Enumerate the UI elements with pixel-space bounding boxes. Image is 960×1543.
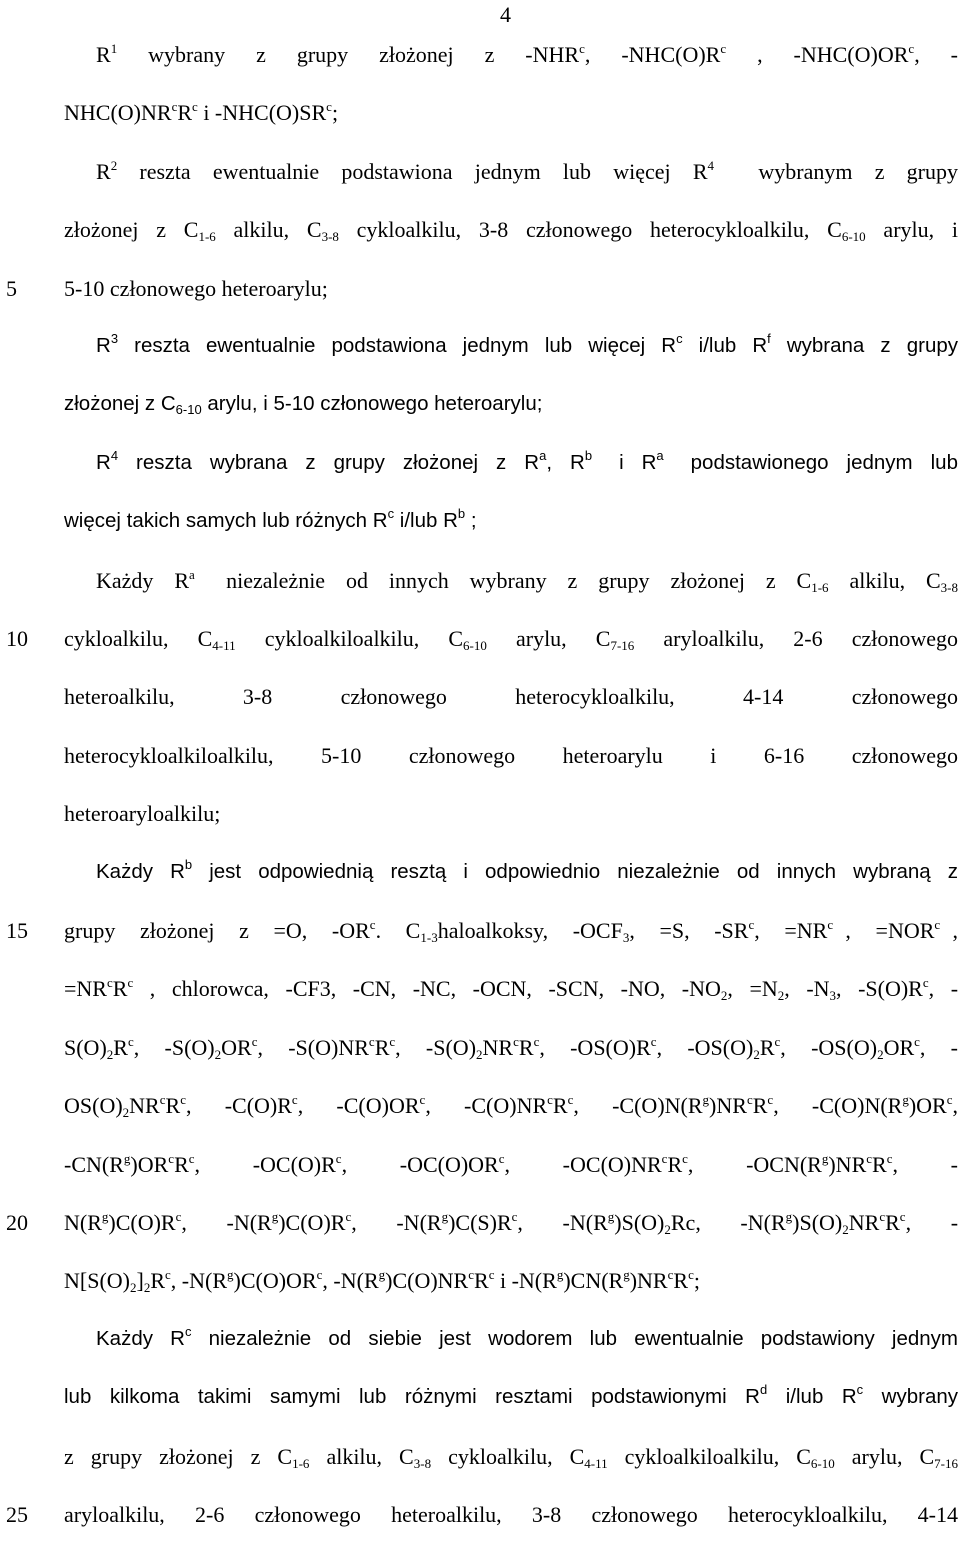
superscript: g: [623, 1267, 630, 1283]
text-line: [64, 506, 958, 533]
text-run: , -OCN(R: [687, 1151, 822, 1177]
text-run: NR: [482, 1034, 514, 1060]
superscript: c: [886, 1150, 893, 1166]
superscript: 3: [110, 331, 119, 346]
subscript: 6-10: [463, 638, 487, 653]
text-run: heteroalkilu, 3-8 członowego heterocykloalkilu, 4-14 członowego: [64, 684, 958, 710]
superscript: c: [419, 1092, 426, 1108]
superscript: c: [720, 41, 727, 56]
text-run: , -: [919, 1034, 958, 1060]
text-run: , =N: [727, 976, 778, 1002]
superscript: b: [584, 447, 593, 463]
subscript: 2: [777, 988, 785, 1004]
superscript: c: [326, 99, 332, 115]
text-run: , -N(R: [351, 1210, 442, 1235]
superscript: c: [188, 1150, 195, 1166]
text-run: grupy złożonej z =O, -OR: [64, 918, 370, 943]
superscript: c: [488, 1267, 495, 1283]
superscript: a: [189, 566, 195, 582]
text-run: , -N: [784, 976, 830, 1002]
text-run: R: [885, 1210, 900, 1235]
text-run: )S(O): [792, 1210, 843, 1235]
text-run: , =NR: [754, 918, 828, 943]
text-line: [64, 276, 958, 301]
text-run: , -: [914, 42, 958, 67]
text-run: lub kilkoma takimi samymi lub różnymi resztami podstawionymi R: [64, 1385, 760, 1409]
text-run: S(O): [64, 1034, 107, 1060]
text-run: , -S(O)R: [836, 976, 923, 1002]
superscript: g: [101, 1209, 109, 1224]
subscript: 4-11: [584, 1455, 608, 1471]
superscript: c: [291, 1092, 298, 1108]
superscript: c: [387, 506, 395, 522]
text-run: R: [113, 1034, 128, 1060]
text-line: [64, 626, 958, 651]
text-run: )C(S)R: [448, 1210, 512, 1235]
text-line: [64, 1092, 959, 1121]
superscript: d: [760, 1382, 768, 1398]
superscript: c: [511, 1209, 518, 1224]
subscript: 2: [214, 1046, 222, 1062]
superscript: c: [369, 917, 376, 932]
text-run: cykloalkiloalkilu, C: [235, 626, 464, 651]
subscript: 1-6: [811, 579, 829, 595]
subscript: 1-3: [420, 930, 438, 945]
text-line: [64, 1502, 958, 1527]
superscript: g: [378, 1267, 386, 1283]
text-run: )OR: [130, 1151, 169, 1177]
text-run: ;: [465, 509, 477, 533]
superscript: c: [879, 1209, 886, 1224]
subscript: 2: [877, 1046, 884, 1062]
text-run: haloalkoksy, -OCF: [437, 918, 623, 943]
text-run: z grupy złożonej z C: [64, 1443, 293, 1469]
superscript: c: [579, 41, 585, 56]
text-run: )S(O): [614, 1210, 665, 1235]
text-run: )CN(R: [563, 1268, 624, 1294]
superscript: c: [180, 1092, 186, 1108]
subscript: 7-16: [934, 1455, 958, 1471]
superscript: c: [661, 1150, 668, 1166]
text-line: [96, 1323, 958, 1351]
text-run: , -C(O)N(R: [773, 1093, 903, 1119]
text-run: , -S(O): [395, 1034, 477, 1060]
text-run: cykloalkilu, 3-8 członowego heterocykloalkilu, C: [338, 217, 842, 243]
text-run: Każdy R: [96, 859, 185, 883]
text-run: , -OS(O)R: [539, 1034, 651, 1060]
text-run: ,: [952, 1093, 959, 1119]
text-line: [64, 100, 958, 125]
text-run: , -OS(O): [780, 1034, 878, 1060]
text-run: R: [96, 42, 111, 67]
text-run: R: [174, 1151, 189, 1177]
text-run: ;: [331, 100, 339, 126]
text-run: N(R: [64, 1210, 102, 1235]
text-line: [64, 684, 958, 709]
superscript: c: [682, 1150, 688, 1166]
text-line: [64, 1210, 958, 1235]
text-line: [64, 801, 958, 826]
superscript: b: [184, 856, 193, 872]
text-line: [64, 1035, 958, 1060]
text-run: )C(O)R: [108, 1210, 176, 1235]
superscript: c: [513, 1033, 519, 1049]
text-run: R: [552, 1093, 568, 1119]
superscript: 4: [110, 447, 119, 463]
text-run: , =NOR: [833, 918, 935, 943]
text-run: , -: [892, 1151, 958, 1177]
text-run: R: [673, 1268, 689, 1294]
superscript: c: [498, 1150, 505, 1166]
superscript: c: [184, 1323, 192, 1339]
text-run: R: [150, 1268, 166, 1294]
superscript: c: [650, 1033, 657, 1049]
text-run: i -NHC(O)SR: [197, 100, 327, 126]
text-run: i R: [592, 450, 657, 474]
text-run: N[S(O): [64, 1268, 130, 1294]
text-line: [96, 42, 958, 67]
subscript: 2: [720, 988, 728, 1004]
superscript: c: [899, 1209, 906, 1224]
text-run: aryloalkilu, 2-6 członowego: [634, 626, 958, 651]
text-run: reszta wybrana z grupy złożonej z R: [118, 450, 540, 474]
text-run: reszta ewentualnie podstawiona jednym lub więcej R: [117, 158, 708, 184]
text-line: [64, 1152, 958, 1177]
text-run: NR: [129, 1093, 160, 1119]
superscript: g: [821, 1150, 829, 1166]
text-run: Każdy R: [96, 1326, 185, 1350]
text-run: podstawionego jednym lub: [663, 450, 958, 474]
subscript: 3-8: [321, 229, 339, 245]
text-run: )NR: [709, 1093, 747, 1119]
line-number: 10: [6, 626, 28, 651]
text-line: [64, 217, 958, 245]
superscript: g: [902, 1092, 909, 1108]
text-run: jest odpowiednią resztą i odpowiednio niezależnie od innych wybraną z: [192, 859, 958, 883]
superscript: g: [607, 1209, 615, 1224]
text-run: złożonej z C: [64, 392, 176, 416]
text-run: , -: [928, 976, 959, 1002]
text-run: aryloalkilu, 2-6 członowego heteroalkilu, 3-8 członowego heterocykloalkilu, 4-14: [64, 1502, 958, 1527]
text-run: R: [96, 450, 111, 474]
text-run: R: [165, 1093, 181, 1119]
superscript: c: [688, 1267, 694, 1283]
superscript: b: [457, 506, 466, 522]
text-line: [64, 392, 958, 416]
text-run: arylu, C: [486, 626, 611, 651]
superscript: c: [468, 1267, 475, 1283]
superscript: c: [946, 1092, 953, 1108]
text-run: R: [112, 976, 128, 1002]
text-run: , -N(R: [322, 1268, 379, 1294]
text-run: Rc, -N(R: [670, 1210, 786, 1235]
text-run: niezależnie od siebie jest wodorem lub ewentualnie podstawiony jednym: [191, 1326, 958, 1350]
text-run: 5-10 członowego heteroarylu;: [64, 275, 328, 301]
text-run: Każdy R: [96, 567, 189, 593]
superscript: c: [866, 1150, 873, 1166]
text-run: wybrany z grupy złożonej z -NHR: [117, 42, 580, 67]
text-run: )NR: [828, 1151, 867, 1177]
superscript: c: [908, 41, 915, 56]
text-run: ,: [940, 918, 959, 943]
superscript: c: [106, 975, 113, 991]
subscript: 1-6: [198, 229, 216, 245]
superscript: c: [316, 1267, 323, 1283]
text-run: heteroaryloalkilu;: [64, 801, 221, 827]
line-number: 20: [6, 1210, 28, 1235]
text-run: , -NHC(O)R: [584, 42, 721, 67]
superscript: 2: [110, 157, 118, 173]
superscript: 4: [707, 157, 715, 173]
superscript: c: [175, 1209, 182, 1224]
superscript: c: [567, 1092, 574, 1108]
text-run: cykloalkilu, C: [431, 1443, 585, 1469]
text-run: NHC(O)NR: [64, 100, 172, 126]
text-line: [64, 1267, 958, 1296]
text-run: R: [374, 1034, 390, 1060]
text-run: )C(O)OR: [233, 1268, 317, 1294]
superscript: c: [159, 1092, 166, 1108]
text-run: R: [518, 1034, 534, 1060]
superscript: 1: [110, 41, 118, 56]
text-run: OR: [883, 1034, 915, 1060]
text-run: , -OS(O): [656, 1034, 754, 1060]
text-run: i/lub R: [394, 509, 458, 533]
text-run: , -S(O): [133, 1034, 215, 1060]
text-line: [64, 743, 958, 768]
subscript: 2: [143, 1280, 151, 1296]
text-run: heterocykloalkiloalkilu, 5-10 członowego heteroarylu i 6-16 członowego: [64, 742, 958, 768]
text-run: , -C(O)OR: [297, 1093, 420, 1119]
text-run: , -S(O)NR: [257, 1034, 369, 1060]
text-run: cykloalkiloalkilu, C: [607, 1443, 811, 1469]
subscript: 3-8: [413, 1455, 432, 1471]
text-run: arylu, i 5-10 członowego heteroarylu;: [201, 392, 543, 416]
text-run: i/lub R: [767, 1385, 857, 1409]
superscript: c: [165, 1267, 171, 1283]
subscript: 3: [622, 930, 630, 945]
subscript: 6-10: [175, 402, 202, 418]
text-run: reszta ewentualnie podstawiona jednym lub więcej R: [118, 334, 677, 357]
text-line: [96, 856, 958, 884]
text-run: )C(O)NR: [385, 1268, 469, 1294]
superscript: c: [914, 1033, 920, 1049]
subscript: 2: [753, 1046, 760, 1062]
text-line: [64, 975, 959, 1004]
superscript: c: [533, 1033, 540, 1049]
superscript: c: [547, 1092, 553, 1108]
text-run: )C(O)R: [278, 1210, 346, 1235]
text-run: , -N(R: [170, 1268, 228, 1294]
text-run: ]: [136, 1268, 144, 1294]
text-run: wybranym z grupy: [714, 158, 958, 184]
superscript: c: [922, 975, 929, 991]
subscript: 4-11: [212, 638, 236, 653]
text-line: [96, 447, 958, 475]
text-run: alkilu, C: [828, 567, 941, 593]
superscript: c: [767, 1092, 774, 1108]
text-run: =NR: [64, 976, 107, 1002]
superscript: c: [171, 99, 178, 115]
text-run: i/lub R: [682, 334, 768, 357]
superscript: g: [271, 1209, 279, 1224]
subscript: 6-10: [841, 229, 866, 245]
superscript: c: [667, 1267, 674, 1283]
text-run: , =S, -SR: [629, 918, 749, 943]
superscript: a: [539, 447, 547, 463]
text-run: )NR: [629, 1268, 668, 1294]
text-run: R: [474, 1268, 489, 1294]
subscript: 2: [122, 1105, 130, 1121]
superscript: c: [856, 1382, 864, 1398]
text-run: R: [96, 334, 111, 357]
subscript: 6-10: [810, 1455, 835, 1471]
text-run: wybrana z grupy: [770, 334, 959, 357]
text-run: alkilu, C: [215, 217, 322, 243]
text-run: , -C(O)N(R: [573, 1093, 703, 1119]
text-run: R: [752, 1093, 768, 1119]
superscript: a: [656, 447, 664, 463]
text-line: [64, 1444, 958, 1469]
text-run: arylu, i: [865, 217, 958, 243]
text-run: R: [759, 1034, 775, 1060]
text-run: więcej takich samych lub różnych R: [64, 509, 388, 533]
superscript: g: [123, 1150, 131, 1166]
superscript: c: [676, 331, 683, 346]
superscript: g: [702, 1092, 710, 1108]
superscript: c: [345, 1209, 352, 1224]
subscript: 2: [106, 1046, 114, 1062]
subscript: 2: [842, 1222, 849, 1237]
text-run: , -C(O)R: [185, 1093, 292, 1119]
text-run: , chlorowca, -CF3, -CN, -NC, -OCN, -SCN, -NO, -NO: [133, 976, 721, 1002]
text-run: . C: [375, 918, 421, 943]
superscript: c: [335, 1150, 342, 1166]
text-run: , -N(R: [517, 1210, 608, 1235]
superscript: c: [827, 917, 834, 932]
superscript: c: [368, 1033, 375, 1049]
line-number: 15: [6, 918, 28, 943]
text-run: R: [96, 158, 111, 184]
subscript: 7-16: [610, 638, 635, 653]
line-number: 5: [6, 275, 17, 301]
superscript: c: [251, 1033, 258, 1049]
text-run: i -N(R: [494, 1268, 557, 1294]
text-run: złożonej z C: [64, 217, 199, 243]
text-line: [96, 159, 958, 184]
superscript: g: [227, 1267, 234, 1283]
superscript: f: [767, 331, 771, 346]
subscript: 2: [476, 1046, 483, 1062]
text-run: alkilu, C: [309, 1443, 414, 1469]
superscript: c: [934, 917, 941, 932]
superscript: c: [746, 1092, 753, 1108]
text-run: R: [872, 1151, 887, 1177]
text-run: , -OC(O)OR: [341, 1151, 499, 1177]
superscript: c: [192, 99, 198, 115]
text-run: ;: [693, 1268, 700, 1294]
text-run: , R: [546, 450, 585, 474]
superscript: g: [441, 1209, 449, 1224]
superscript: g: [556, 1267, 564, 1283]
text-run: arylu, C: [834, 1443, 935, 1469]
subscript: 3-8: [940, 579, 958, 595]
superscript: c: [127, 1033, 134, 1049]
text-run: NR: [848, 1210, 880, 1235]
text-line: [64, 918, 958, 943]
text-run: , -NHC(O)OR: [726, 42, 909, 67]
text-run: , -N(R: [181, 1210, 272, 1235]
text-run: , -: [905, 1210, 959, 1235]
text-run: cykloalkilu, C: [64, 626, 213, 651]
text-run: R: [667, 1151, 683, 1177]
text-line: [96, 568, 958, 593]
text-line: [64, 1382, 958, 1409]
text-run: , -OC(O)NR: [504, 1151, 662, 1177]
superscript: c: [168, 1150, 175, 1166]
subscript: 2: [130, 1280, 137, 1296]
text-run: OR: [221, 1034, 252, 1060]
subscript: 1-6: [292, 1455, 310, 1471]
page-number: 4: [500, 2, 511, 27]
superscript: c: [774, 1033, 781, 1049]
superscript: g: [785, 1209, 793, 1224]
text-run: OS(O): [64, 1093, 123, 1119]
text-run: )OR: [908, 1093, 947, 1119]
subscript: 2: [664, 1222, 671, 1237]
line-number: 25: [6, 1502, 28, 1527]
text-run: , -OC(O)R: [194, 1151, 336, 1177]
text-run: -CN(R: [64, 1151, 124, 1177]
text-line: [96, 331, 959, 358]
superscript: c: [389, 1033, 396, 1049]
text-run: wybrany: [863, 1385, 958, 1409]
text-run: , -C(O)NR: [425, 1093, 548, 1119]
text-run: niezależnie od innych wybrany z grupy złożonej z C: [194, 567, 812, 593]
text-run: R: [177, 100, 193, 126]
subscript: 3: [829, 988, 837, 1004]
superscript: c: [127, 975, 134, 991]
superscript: c: [748, 917, 755, 932]
